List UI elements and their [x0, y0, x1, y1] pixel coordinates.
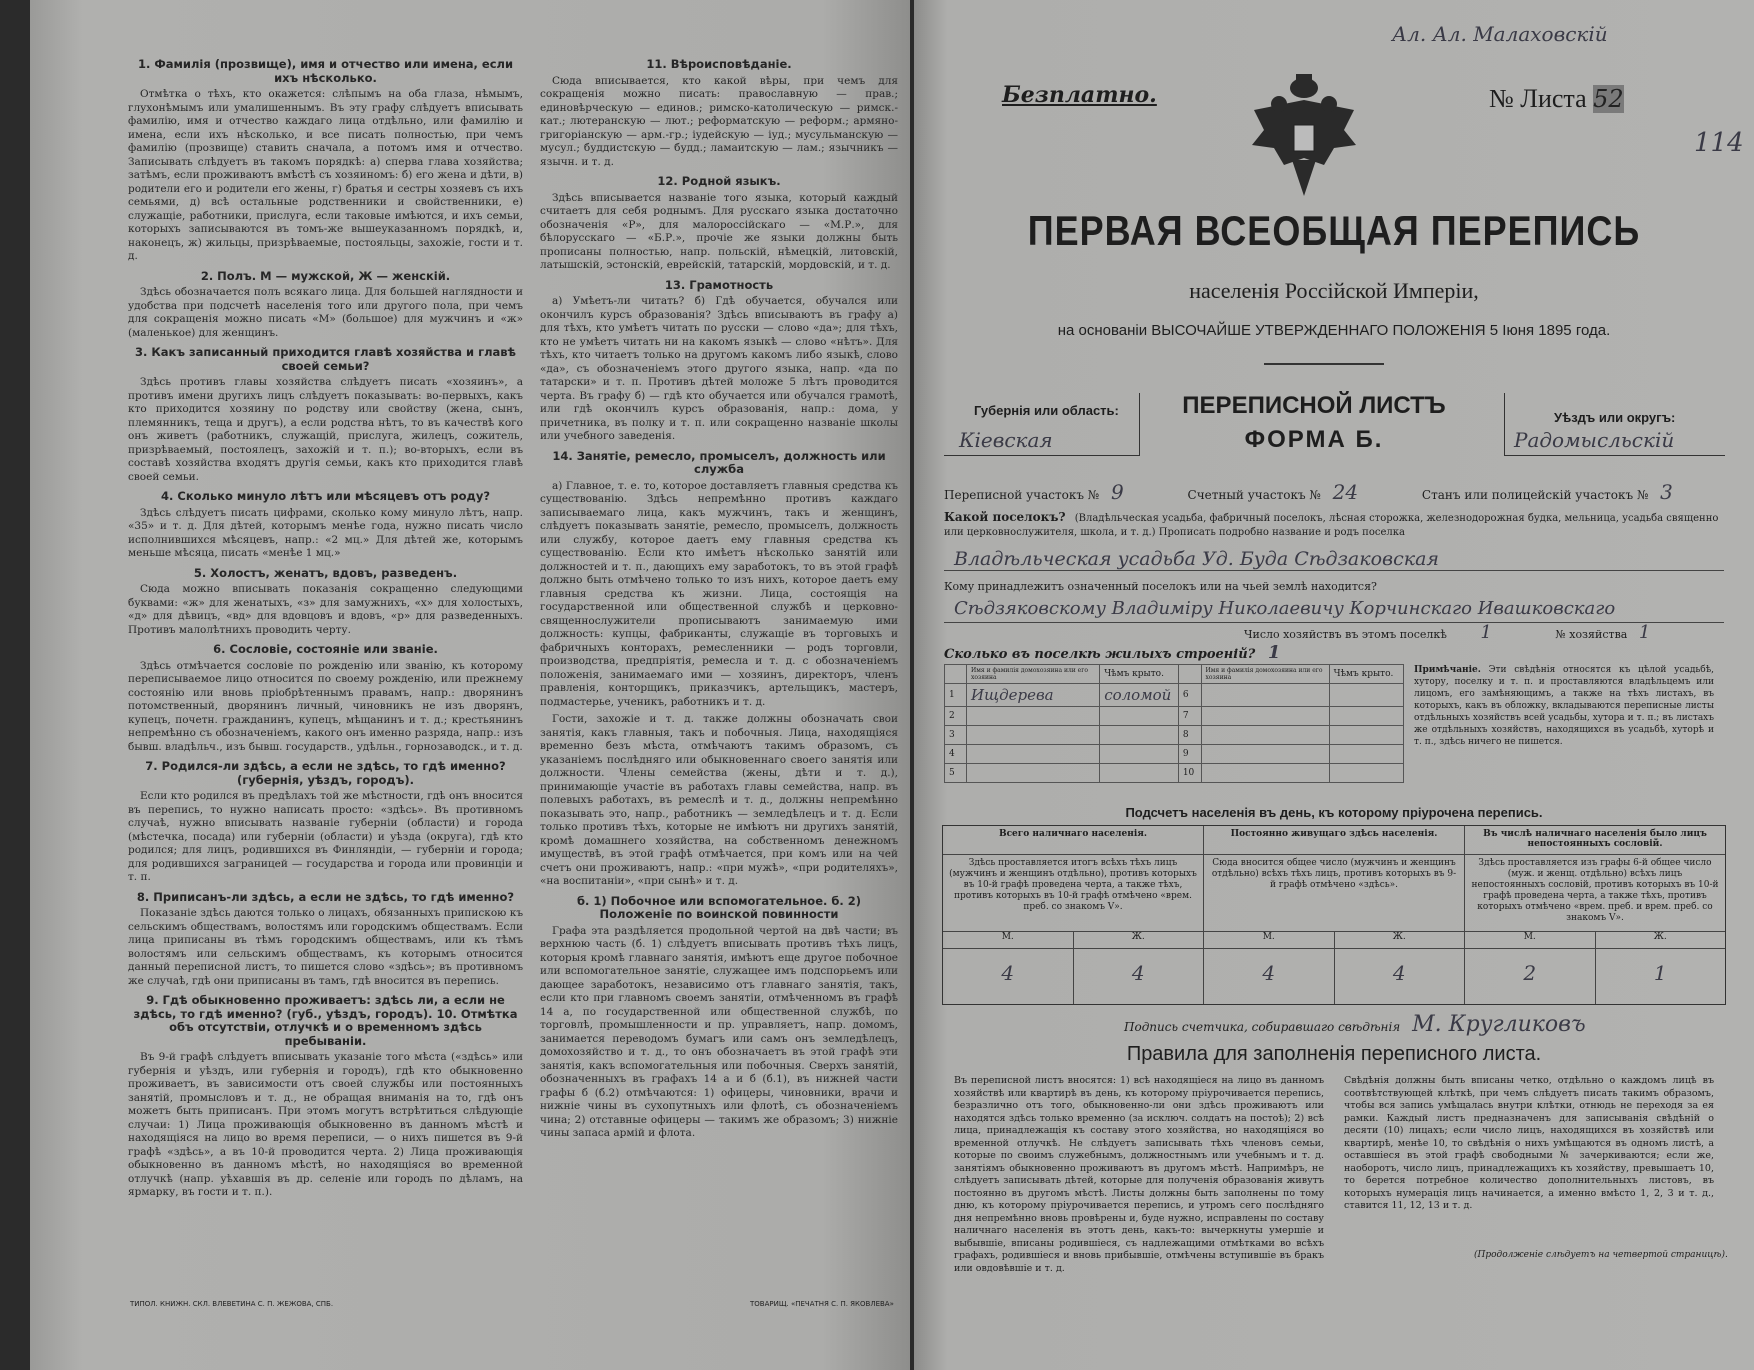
- settlement-hint: (Владѣльческая усадьба, фабричный поселокъ, лѣсная сторожка, железнодорожная будка, мельница, усадьба священно или церковнослужителя, школа, и т. д.) Прописать подробно название и родъ поселка: [944, 513, 1719, 538]
- settlement-line: [944, 570, 1724, 571]
- sheet-number-label: [1489, 84, 1624, 114]
- note-text: Эти свѣдѣнія относятся къ цѣлой усадьбѣ, хутору, поселку и т. п. и проставляются владѣльцемъ или лицомъ, его замѣняющимъ, а также на тѣхъ листахъ, въ которыхъ, какъ въ обложку, вкладываются переписные листы отдѣльныхъ хозяйствъ всей усадьбы, хутора и т. п.; въ листахъ же отдѣльныхъ хозяйствъ, находящихся въ усадьбѣ, хуторѣ и т. п., здѣсь ничего не пишется.: [1414, 665, 1714, 747]
- stan-label: Станъ или полицейскій участокъ №: [1421, 488, 1649, 502]
- population-count-title: Подсчетъ населенія въ день, къ которому пріурочена перепись.: [1125, 805, 1543, 820]
- owner-value: Сѣдзяковскому Владиміру Николаевичу Корчинскаго Ивашковскаго: [954, 598, 1616, 619]
- households-row: [1244, 622, 1650, 643]
- bt-owner-header-right: Имя и фамилія домохозяина или его хозяина: [1201, 665, 1329, 684]
- count-values: [1204, 949, 1464, 1004]
- bt-row-num: 7: [1178, 707, 1201, 726]
- count-column-text: Здѣсь проставляется изъ графы 6-й общее число (муж. и женщ. отдѣльно) всѣхъ лицъ непостоянныхъ сословій, противъ которыхъ въ 10-й графѣ проведена черта, а также тѣхъ, противъ которыхъ отмѣчено «врем. преб. и врем. преб. со знакомъ V».: [1465, 855, 1725, 932]
- male-count: 4: [943, 949, 1074, 1004]
- free-label: Безплатно.: [1002, 82, 1157, 108]
- form-title: ПЕРВАЯ ВСЕОБЩАЯ ПЕРЕПИСЬ: [1027, 206, 1641, 254]
- instruction-heading: 8. Приписанъ-ли здѣсь, а если не здѣсь, то гдѣ именно?: [136, 889, 515, 904]
- instruction-heading: 12. Родной языкъ.: [657, 174, 781, 188]
- male-label: М.: [943, 932, 1074, 948]
- count-column: [1465, 826, 1725, 1004]
- sheet-number: 52: [1593, 85, 1624, 113]
- household-no-value: 1: [1638, 622, 1651, 643]
- district-label: Уѣздъ или округъ:: [1554, 410, 1676, 425]
- sheet-number-extra: 114: [1694, 128, 1744, 158]
- instruction-text: Если кто родился въ предѣлахъ той же мѣстности, гдѣ онъ вносится въ перепись, то нужно написать просто: «здѣсь». Въ противномъ случаѣ, нужно вписывать названіе губерніи (области) и города (мѣстечка, посада) или губерніи (области) и уѣзда (округа), гдѣ кто родился; для лицъ, родившихся въ Финляндіи, — губерніи и города; для родившихся заграницей — государства и города или провинціи и т. п.: [128, 790, 523, 883]
- stan-value: 3: [1660, 480, 1673, 504]
- households-value: 1: [1480, 622, 1492, 643]
- instruction-text: а) Главное, т. е. то, которое доставляетъ главныя средства къ существованію. Здѣсь непремѣнно противъ каждаго записываемаго лица, какъ мужчинъ, такъ и женщинъ, слѣдуетъ показывать занятіе, ремесло, промыселъ, должность или службу, которое даетъ ему главныя средства къ существованію. Если кто имѣетъ нѣсколько занятій или должностей и т. п., дающихъ ему заработокъ, то въ этой графѣ должно быть отмѣчено только то изъ нихъ, которое даетъ ему главныя средства къ жизни. Лица, состоящія на государственной или общественной службѣ и церковно-священнослужители прописываютъ занимаемую ими должность: купцы, фабриканты, служащіе въ торговыхъ и фабричныхъ конторахъ, ремесленники — родъ торговли, производства, предпріятія, ремесла и т. д. с обозначеніемъ положенія, занимаемаго ими — хозяинъ, директоръ, членъ правленія, конторщикъ, приказчикъ, артельщикъ, мастеръ, подмастерье, ученикъ, работникъ и т. д.: [540, 479, 898, 708]
- instruction-text: Сюда вписывается, кто какой вѣры, при чемъ для сокращенія можно писать: православную — прав.; единовѣрческую — единов.; римско-католическую — римск.-кат.; лютеранскую — лют.; реформатскую — реформ.; армяно-григоріанскую — арм.-гр.; іудейскую — іуд.; мусульманскую — мусул.; буддистскую — будд.; ламаитскую — лам.; язычникъ — язычн. и т. д.: [540, 74, 898, 168]
- bt-row1-owner: Ищдерева: [966, 684, 1099, 707]
- instruction-text: а) Умѣетъ-ли читать? б) Гдѣ обучается, обучался или окончилъ курсъ образованія? Здѣсь вписываютъ въ графу а) для тѣхъ, кто умѣетъ читать по русски — слово «да»; для тѣхъ, кто не умѣетъ читать ни на какомъ языкѣ — слово «нѣтъ». Для тѣхъ, кто читаетъ только на другомъ какомъ либо языкѣ, слово «да», съ обозначеніемъ этого другого языка, напр. «да по татарски» и т. п. Противъ дѣтей моложе 5 лѣтъ проводится черта. Въ графу б) — гдѣ кто обучается или обучался грамотѣ, или гдѣ окончилъ курсъ образованія, напр.: дома, у причетника, въ полку и т. п. или сокращенно названіе школы или учебного заведенія.: [540, 295, 898, 442]
- bt-row-num: 6: [1178, 684, 1201, 707]
- instruction-text: Графа эта раздѣляется продольной чертой на двѣ части; въ верхнюю часть (б. 1) слѣдуетъ вписывать противъ тѣхъ лицъ, которыя кромѣ главнаго занятія, имѣютъ еще другое побочное или вспомогательное занятіе, служащее имъ подспорьемъ или дающее заработокъ, независимо отъ главнаго занятія, такъ, если кто при главномъ своемъ занятіи, отмѣченномъ въ графѣ 14 а, по государственной или общественной службѣ, по торговлѣ, промышленности и пр. управляетъ, напр. домомъ, занимается переводомъ бумагъ или самъ онъ земледѣлецъ, домохозяйство и т. д., то онъ обозначаетъ въ этой графѣ эти занятія, какъ вспомогательныя или побочныя. Сверхъ занятій, обозначенныхъ въ графахъ 14 а и б (б.1), въ нижней части графы б (б.2) отмѣчаются: 1) офицеры, чиновники, врачи и нижніе чины въ сухопутныхъ или флотѣ, съ обозначеніемъ чина; 2) отставные офицеры — такимъ же образомъ; 3) нижніе чины запаса армій и флота.: [540, 924, 898, 1139]
- count-column-text: Здѣсь проставляется итогъ всѣхъ тѣхъ лицъ (мужчинъ и женщинъ отдѣльно), противъ которыхъ въ 10-й графѣ проведена черта, а также тѣхъ, противъ которыхъ въ 10-й графѣ отмѣчено «врем. преб. со знакомъ V».: [943, 855, 1203, 932]
- buildings-table: [944, 664, 1404, 783]
- count-section-value: 24: [1332, 480, 1359, 504]
- count-column-text: Сюда вносится общее число (мужчинъ и женщинъ отдѣльно) всѣхъ тѣхъ лицъ, противъ которыхъ въ 9-й графѣ отмѣчено «здѣсь».: [1204, 855, 1464, 932]
- province-label: Губернія или область:: [974, 403, 1119, 418]
- instruction-heading: 3. Какъ записанный приходится главѣ хозяйства и главѣ своей семьи?: [134, 345, 517, 373]
- count-mf-header: [1204, 932, 1464, 949]
- signature-label: Подпись счетчика, собиравшаго свѣдѣнія: [1124, 1020, 1401, 1034]
- bt-row-num: 2: [945, 707, 967, 726]
- province-value: Кіевская: [959, 428, 1053, 452]
- female-label: Ж.: [1653, 932, 1667, 942]
- bt-row-num: 1: [945, 684, 967, 707]
- male-label: М.: [1465, 932, 1596, 948]
- settlement-row: [944, 510, 1734, 540]
- settlement-value: Владѣльческая усадьба Уд. Буда Сѣдзаковская: [954, 548, 1439, 570]
- instruction-text: Здѣсь обозначается полъ всякаго лица. Для большей наглядности и удобства при подсчетѣ населенія того или другого пола, при чемъ для сокращенія можно писать «М» (большое) для мужчинъ и «ж» (маленькое) для женщинъ.: [128, 286, 523, 339]
- instruction-text: Здѣсь противъ главы хозяйства слѣдуетъ писать «хозяинъ», а противъ имени другихъ лицъ слѣдуетъ показывать: во-первыхъ, какъ кто приходится хозяину по родству или свойству (жена, сынъ, племянникъ, теща и другъ), а если родства нѣтъ, то въ качествѣ кого онъ живетъ (работникъ, служащій, прислуга, жилецъ, сожитель, призрѣваемый, постоялецъ, захожій и т. п.); во-вторыхъ, если въ составѣ хозяйства входятъ другія семьи, какъ кто приходится главѣ своей семьи.: [128, 376, 523, 483]
- count-mf-header: [943, 932, 1203, 949]
- instruction-heading: 1. Фамилія (прозвище), имя и отчество или имена, если ихъ нѣсколько.: [137, 57, 514, 85]
- instruction-text: Здѣсь вписывается названіе того языка, который каждый считаетъ для себя роднымъ. Для русскаго языка достаточно обозначенія «Р», для малороссійскаго — «М.Р.», для бѣлорусскаго — «Б.Р.», прочіе же языки должны быть прописаны полностью, напр. польскій, нѣмецкій, литовскій, латышскій, эстонскій, еврейскій, татарскій, мордовскій, и т. д.: [540, 191, 898, 271]
- top-handwritten-name: Ал. Ал. Малаховскій: [1392, 22, 1608, 46]
- buildings-label: Сколько въ поселкѣ жилыхъ строеній?: [944, 647, 1256, 662]
- female-count: 1: [1653, 961, 1667, 985]
- bt-roof-header-left: Чѣмъ крыто.: [1100, 665, 1179, 684]
- bt-row-num: 8: [1178, 726, 1201, 745]
- instruction-text: Здѣсь слѣдуетъ писать цифрами, сколько кому минуло лѣтъ, напр. «35» и т. д. Для дѣтей, которымъ менѣе года, нужно писать число исполнившихся мѣсяцевъ, напр.: «2 мц.» Для дѣтей же, которымъ меньше мѣсяца, писать «менѣе 1 мц.»: [128, 506, 523, 559]
- population-count-table: [942, 825, 1726, 1005]
- rules-right: Свѣдѣнія должны быть вписаны четко, отдѣльно о каждомъ лицѣ въ соотвѣтствующей клѣткѣ, при чемъ слѣдуетъ писать такимъ образомъ, чтобы вся запись умѣщалась внутри клѣтки, отнюдь не переходя за ея рамки. Каждый листъ предназначенъ для записыванія свѣдѣній о десяти (10) лицахъ; если число лицъ, находящихся въ хозяйствѣ или квартирѣ, менѣе 10, то свѣдѣнія о нихъ умѣщаются въ одномъ листѣ, а оставшіеся въ этой графѣ свободными № зачеркиваются; если же, наоборотъ, число лицъ, принадлежащихъ къ хозяйству, превышаетъ 10, то берется потребное количество дополнительныхъ листовъ, въ которыхъ нумерація лицъ начинается, а именно вмѣсто 1, 2, 3 и т. д., ставится 11, 12, 13 и т. д.: [1344, 1075, 1714, 1211]
- buildings-value: 1: [1267, 642, 1281, 663]
- printer-footer-left: ТИПОЛ. КНИЖН. СКЛ. ВЛЕВЕТИНА С. П. ЖЕЖОВА, СПБ.: [130, 1300, 334, 1308]
- bt-row-num: 10: [1178, 764, 1201, 783]
- bt-row-num: 5: [945, 764, 967, 783]
- instruction-heading: 2. Полъ. М — мужской, Ж — женскій.: [200, 268, 451, 283]
- count-column-header: Въ числѣ наличнаго населенія было лицъ непостоянныхъ сословій.: [1465, 826, 1725, 855]
- instruction-text: Гости, захожіе и т. д. также должны обозначать свои занятія, какъ главныя, такъ и побочныя. Лица, находящіяся временно безъ мѣста, отмѣчаютъ такимъ образомъ, съ указаніемъ послѣдняго или обыкновеннаго своего занятія или должности. Члены семейства (жены, дѣти и т. д.), принимающіе участіе въ работахъ главы семейства, напр. въ полевыхъ работахъ, въ ремеслѣ и т. д., должны непремѣнно показывать это, напр., работникъ — земледѣлецъ и т. д. Если только противъ тѣхъ, которые не имѣютъ ни другихъ занятій, кромѣ домашнего хозяйства, на собственномъ денежномъ имуществѣ, въ этой графѣ отмѣчается, при комъ или на чей счетъ они проживаютъ, напр.: «при мужѣ», «при родителяхъ», «на воспитаніи», «при сынѣ» и т. д.: [540, 713, 898, 887]
- female-label: Ж.: [1131, 932, 1145, 942]
- instruction-heading: 14. Занятіе, ремесло, промыселъ, должность или служба: [552, 448, 886, 476]
- households-label: Число хозяйствъ въ этомъ поселкѣ: [1244, 628, 1447, 641]
- left-page-instructions: [30, 0, 910, 1370]
- bt-roof-header-right: Чѣмъ крыто.: [1329, 665, 1403, 684]
- male-count: 2: [1465, 949, 1596, 1004]
- instruction-text: Сюда можно вписывать показанія сокращенно следующими буквами: «ж» для женатыхъ, «з» для замужнихъ, «х» для холостыхъ, «д» для дѣвицъ, «вд» для вдовцовъ и вдовъ, «р» для разведенныхъ. Противъ малолѣтнихъ проводить черту.: [128, 583, 523, 636]
- owner-label: Кому принадлежитъ означенный поселокъ или на чьей землѣ находится?: [944, 580, 1377, 593]
- divider: [1264, 363, 1384, 365]
- buildings-note: [1414, 664, 1714, 748]
- instructions-column-1: [128, 52, 523, 1312]
- instruction-heading: 4. Сколько минуло лѣтъ или мѣсяцевъ отъ роду?: [161, 489, 490, 503]
- bt-owner-header-left: Имя и фамилія домохозяина или его хозяина: [966, 665, 1099, 684]
- census-sheet-title: ПЕРЕПИСНОЙ ЛИСТЪ: [1182, 392, 1446, 419]
- instruction-heading: 7. Родился-ли здѣсь, а если не здѣсь, то гдѣ именно? (губернія, уѣздъ, городъ).: [145, 759, 506, 787]
- instruction-text: Здѣсь отмѣчается сословіе по рожденію или званію, къ которому переписываемое лицо относится по своему рожденію, или прежнему состоянію или вновь пріобрѣтеннымъ правамъ, напр.: дворянинъ потомственный, дворянинъ личный, чиновникъ не изъ дворянъ, купецъ, почетн. гражданинъ, купецъ, мѣщанинъ и т. д.; крестьянинъ непремѣнно съ обозначеніемъ, какого онъ именно разряда, напр.: изъ бывш. владѣльч., изъ бывш. государств., удѣльн., горнозаводск., и т. д.: [128, 659, 523, 753]
- settlement-label: Какой поселокъ?: [944, 510, 1066, 524]
- count-column: [1204, 826, 1465, 1004]
- bt-row-num: 9: [1178, 745, 1201, 764]
- bt-row1-roof: соломой: [1100, 684, 1179, 707]
- signature-value: М. Кругликовъ: [1412, 1012, 1586, 1037]
- bt-row-num: 3: [945, 726, 967, 745]
- instruction-text: Показаніе здѣсь даются только о лицахъ, обязанныхъ припискою къ сельскимъ обществамъ, волостямъ или городскимъ обществамъ. Если лица приписаны въ тѣмъ городскимъ обществамъ, или къ тѣмъ волостямъ или сельскимъ обществамъ, къ которымъ относится данный переписной листъ, то пишется слово «здѣсь»; въ противномъ же случаѣ, гдѣ они приписаны въ тамъ, гдѣ вносится въ перепись.: [128, 907, 523, 987]
- rules-title: Правила для заполненія переписного листа.: [1126, 1043, 1542, 1065]
- female-label: Ж.: [1392, 932, 1406, 942]
- instruction-heading: б. 1) Побочное или вспомогательное. б. 2) Положеніе по воинской повинности: [576, 893, 862, 921]
- female-count: 4: [1131, 961, 1145, 985]
- signature-row: [1124, 1012, 1586, 1037]
- imperial-eagle-emblem: [1244, 70, 1364, 200]
- household-no-label: № хозяйства: [1555, 628, 1628, 641]
- bt-row-num: 4: [945, 745, 967, 764]
- district-value: Радомысльскій: [1514, 428, 1675, 452]
- buildings-row: [944, 642, 1280, 663]
- count-column: [943, 826, 1204, 1004]
- census-section-label: Переписной участокъ №: [944, 488, 1100, 502]
- count-mf-header: [1465, 932, 1725, 949]
- count-values: [943, 949, 1203, 1004]
- count-column-header: Всего наличнаго населенія.: [943, 826, 1203, 855]
- count-section-label: Счетный участокъ №: [1187, 488, 1321, 502]
- count-values: [1465, 949, 1725, 1004]
- instruction-heading: 5. Холостъ, женатъ, вдовъ, разведенъ.: [193, 565, 458, 580]
- instruction-heading: 6. Сословіе, состояніе или званіе.: [213, 642, 438, 656]
- count-column-header: Постоянно живущаго здѣсь населенія.: [1204, 826, 1464, 855]
- instruction-text: Въ 9-й графѣ слѣдуетъ вписывать указаніе того мѣста («здѣсь» или губернія и уѣздъ, или губернія и городъ), гдѣ кто обыкновенно проживаетъ, въ зависимости отъ своей службы или постоянныхъ занятій, промысловъ и т. д., не обращая вниманія на то, гдѣ онъ можетъ быть приписанъ. При этомъ могутъ встрѣтиться слѣдующіе случаи: 1) Лица проживающія обыкновенно въ данномъ мѣстѣ и находящіяся на лицо во время переписи, — о нихъ пишется въ 9-й графѣ «здѣсь», а въ 10-й проводится черта. 2) Лица проживающія обыкновенно въ данномъ мѣстѣ, но находящіяся во временной отлучкѣ (напр. уѣхавшія въ др. селеніе или городъ по дѣламъ, на ярмарку, въ гости и т. п.).: [128, 1051, 523, 1198]
- note-title: Примѣчаніе.: [1414, 665, 1481, 675]
- census-section-value: 9: [1110, 480, 1124, 504]
- male-label: М.: [1204, 932, 1335, 948]
- instruction-text: Отмѣтка о тѣхъ, кто окажется: слѣпымъ на оба глаза, нѣмымъ, глухонѣмымъ или умалишеннымъ. Въ эту графу слѣдуетъ вписывать фамилію, имя и отчество каждаго лица отдѣльно, или фамилію и имена, если ихъ нѣсколько, и все писать полностью, при чемъ фамилію (прозвище) ставить сначала, а потомъ имя и отчество. Записывать слѣдуетъ въ такомъ порядкѣ: а) сперва глава хозяйства; затѣмъ, если проживаютъ вмѣстѣ съ хозяиномъ: б) его жена и дѣти, в) родители его и родители его жены, г) братья и сестры хозяевъ съ ихъ семьями, д) всѣ остальные родственники и свойственники, е) служащіе, работники, прислуга, если таковые имѣются, и ихъ семьи, которыхъ записываются въ томъ-же вышеуказанномъ порядкѣ, и, наконецъ, ж) жильцы, призрѣваемые, постояльцы, захожіе, гости и т. д.: [128, 88, 523, 262]
- form-subtitle-2: на основаніи ВЫСОЧАЙШЕ УТВЕРЖДЕННАГО ПОЛОЖЕНІЯ 5 Іюня 1895 года.: [1057, 322, 1611, 339]
- instructions-column-2: [540, 52, 898, 1312]
- instruction-heading: 13. Грамотность: [664, 277, 774, 292]
- right-page-census-form: [914, 0, 1754, 1370]
- form-subtitle: населенія Россійской Имперіи,: [1189, 278, 1479, 303]
- male-count: 4: [1204, 949, 1335, 1004]
- sheet-label: № Листа: [1489, 84, 1587, 113]
- census-section-row: [944, 480, 1673, 504]
- form-type: ФОРМА Б.: [1244, 426, 1384, 453]
- instruction-heading: 9. Гдѣ обыкновенно проживаетъ: здѣсь ли, а если не здѣсь, то гдѣ именно? (губ., уѣздъ, городъ). 10. Отмѣтка объ отсутствіи, отлучкѣ и о временномъ здѣсь пребываніи.: [133, 993, 518, 1048]
- rules-continue: (Продолженіе слѣдуетъ на четвертой страницѣ).: [1474, 1250, 1728, 1260]
- female-count: 4: [1392, 961, 1406, 985]
- printer-footer-right: ТОВАРИЩ. «ПЕЧАТНЯ С. П. ЯКОВЛЕВА»: [750, 1300, 894, 1308]
- instruction-heading: 11. Вѣроисповѣданіе.: [646, 57, 792, 71]
- rules-left: Въ переписной листъ вносятся: 1) всѣ находящіеся на лицо въ данномъ хозяйствѣ или квартирѣ въ день, къ которому пріурочивается перепись, безразлично отъ того, обыкновенно-ли они здѣсь проживаютъ или находятся здѣсь только временно (за исключ. солдатъ на постоѣ); 2) всѣ лица, принадлежащія къ составу этого хозяйства, но находящіяся во временной отлучкѣ. Не слѣдуетъ записывать тѣхъ членовъ семьи, которые по своимъ служебнымъ, должностнымъ или учебнымъ и т. д. занятіямъ обыкновенно проживаютъ въ другомъ мѣстѣ. Напримѣръ, не слѣдуетъ записывать дѣтей, которые для полученія образованія живутъ постоянно въ другомъ мѣстѣ. Листы должны быть заполнены по тому дню, къ которому пріурочивается перепись, и утромъ сего послѣдняго дня непремѣнно вновь провѣрены и, буде нужно, исправлены по составу наличнаго населенія въ этотъ день, какъ-то: вычеркнуты умершіе и выбывшіе, вписаны родившіеся, съ надлежащими отмѣтками во всѣхъ графахъ, родившіеся и вновь прибывшіе, отмѣчены вступившіе въ бракъ или овдовѣвшіе и т. д.: [954, 1075, 1324, 1274]
